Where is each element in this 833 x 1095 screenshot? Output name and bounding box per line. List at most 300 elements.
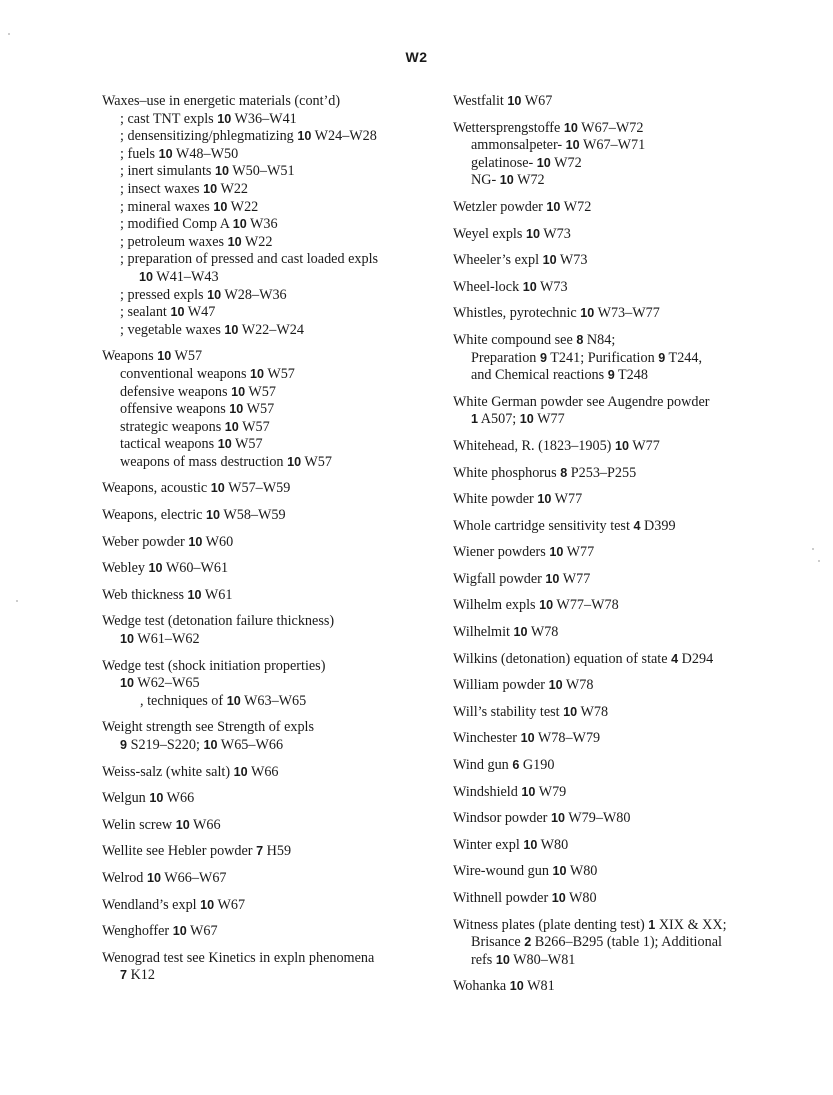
- entry-text: XIX & XX;: [655, 916, 727, 933]
- index-entry-subline: [453, 952, 783, 970]
- entry-text: W73: [539, 225, 571, 242]
- volume-number: 10: [203, 738, 218, 752]
- entry-text: W57: [171, 348, 203, 365]
- entry-text: Wigfall powder: [453, 570, 546, 587]
- index-entry: [453, 279, 783, 297]
- entry-text: W67–W71: [579, 137, 646, 154]
- page-label: W2: [405, 49, 428, 65]
- entry-text: A507;: [478, 411, 520, 428]
- entry-text: ; preparation of pressed and cast loaded expls: [120, 251, 379, 268]
- index-entry-subline: [453, 411, 783, 429]
- entry-text: N84;: [583, 331, 616, 348]
- entry-text: T241; Purification: [546, 349, 659, 366]
- volume-number: 9: [120, 738, 128, 752]
- volume-number: 10: [229, 402, 244, 417]
- volume-number: 10: [217, 437, 232, 452]
- index-entry: [453, 810, 783, 828]
- entry-text: Weapons, electric: [102, 507, 207, 524]
- entry-text: Wilhelmit: [453, 624, 514, 641]
- index-entry-subline: [102, 322, 432, 340]
- entry-text: W73: [536, 278, 568, 295]
- entry-text: W58–W59: [220, 507, 286, 524]
- volume-number: 10: [536, 155, 551, 170]
- entry-text: S219–S220;: [127, 737, 204, 753]
- entry-text: Winchester: [453, 730, 521, 747]
- entry-text: W77: [559, 570, 591, 587]
- entry-text: W66: [247, 763, 279, 780]
- volume-number: 10: [120, 632, 135, 647]
- entry-text: W62–W65: [134, 675, 200, 692]
- volume-number: 10: [224, 419, 239, 434]
- volume-number: 8: [560, 465, 568, 480]
- entry-text: D294: [678, 650, 714, 667]
- index-entry-subline: [453, 172, 783, 190]
- entry-text: ; inert simulants: [120, 163, 215, 180]
- entry-text: Windsor powder: [453, 810, 551, 827]
- entry-text: W77: [563, 544, 595, 561]
- index-entry-heading: [102, 658, 432, 676]
- index-entry-heading: [102, 923, 432, 941]
- index-entry-heading: [102, 93, 432, 111]
- scan-speck: [812, 548, 814, 550]
- volume-number: 10: [187, 587, 202, 602]
- index-entry-heading: [102, 534, 432, 552]
- volume-number: 10: [551, 891, 566, 905]
- entry-text: Wilkins (detonation) equation of state: [453, 650, 672, 667]
- volume-number: 10: [287, 454, 302, 469]
- index-entry: [453, 863, 783, 881]
- entry-text: W66: [189, 816, 221, 833]
- index-entry-heading: [453, 491, 783, 509]
- entry-text: Wedge test (shock initiation properties): [102, 657, 326, 674]
- volume-number: 10: [120, 676, 135, 691]
- index-entry-subline: [102, 693, 432, 711]
- entry-text: W79: [535, 783, 567, 800]
- volume-number: 10: [509, 979, 524, 994]
- entry-text: Weber powder: [102, 533, 189, 550]
- entry-text: W67: [186, 923, 218, 940]
- entry-text: W61: [201, 586, 233, 603]
- entry-text: W67: [521, 93, 553, 109]
- entry-text: Wettersprengstoffe: [453, 119, 564, 136]
- volume-number: 10: [203, 181, 218, 196]
- index-entry-heading: [453, 305, 783, 323]
- volume-number: 7: [256, 844, 264, 859]
- entry-text: H59: [263, 843, 292, 860]
- entry-text: Wohanka: [453, 978, 510, 995]
- volume-number: 9: [607, 368, 615, 383]
- entry-text: Windshield: [453, 783, 522, 800]
- volume-number: 10: [614, 438, 629, 453]
- index-entry: [102, 790, 432, 808]
- entry-text: W57: [264, 365, 295, 382]
- index-entry-subline: [453, 137, 783, 155]
- index-entry-subline: [102, 181, 432, 199]
- volume-number: 10: [210, 481, 225, 496]
- index-entry: [453, 305, 783, 323]
- index-entry-heading: [102, 843, 432, 861]
- entry-text: Web thickness: [102, 586, 188, 603]
- entry-text: Withnell powder: [453, 890, 552, 906]
- index-entry-subline: [102, 146, 432, 164]
- entry-text: Wire-wound gun: [453, 863, 553, 880]
- index-entry-heading: [453, 784, 783, 802]
- index-entry-heading: [453, 571, 783, 589]
- volume-number: 10: [495, 952, 510, 967]
- volume-number: 10: [200, 897, 215, 912]
- volume-number: 10: [206, 508, 221, 523]
- index-entry-heading: [453, 93, 783, 111]
- entry-text: W41–W43: [153, 268, 219, 285]
- entry-text: NG-: [471, 172, 500, 189]
- index-entry-subline: [102, 366, 432, 384]
- index-entry: [102, 587, 432, 605]
- index-entry-subline: [102, 269, 432, 287]
- entry-text: ; densensitizing/phlegmatizing: [120, 128, 298, 145]
- entry-text: ; fuels: [120, 145, 159, 162]
- index-entry-subline: [102, 163, 432, 181]
- volume-number: 10: [175, 817, 190, 832]
- entry-text: Weapons, acoustic: [102, 480, 211, 497]
- index-entry-heading: [453, 394, 783, 412]
- volume-number: 7: [120, 968, 128, 983]
- entry-text: W77–W78: [553, 597, 619, 614]
- index-entry: [102, 507, 432, 525]
- index-entry-heading: [453, 757, 783, 775]
- index-entry: [453, 704, 783, 722]
- entry-text: White German powder see Augendre powder: [453, 393, 710, 410]
- index-entry: [102, 560, 432, 578]
- index-entry: [453, 890, 783, 908]
- index-entry-heading: [102, 613, 432, 631]
- index-entry-subline: [453, 350, 783, 368]
- entry-text: W78: [577, 703, 609, 720]
- index-entry: [453, 199, 783, 217]
- index-entry-heading: [102, 480, 432, 498]
- index-entry: [453, 837, 783, 855]
- entry-text: Welin screw: [102, 816, 176, 833]
- entry-text: ; cast TNT expls: [120, 110, 218, 127]
- volume-number: 10: [224, 322, 239, 337]
- entry-text: W66–W67: [160, 869, 227, 886]
- index-entry-subline: [102, 401, 432, 419]
- volume-number: 10: [214, 164, 229, 179]
- volume-number: 10: [545, 571, 560, 586]
- index-entry: [102, 534, 432, 552]
- index-entry: [102, 613, 432, 648]
- volume-number: 10: [565, 138, 580, 153]
- volume-number: 4: [671, 651, 679, 666]
- entry-text: W57: [238, 418, 270, 435]
- entry-text: Wilhelm expls: [453, 597, 540, 614]
- volume-number: 10: [226, 693, 241, 708]
- entry-text: W60–W61: [162, 560, 229, 577]
- volume-number: 10: [157, 349, 172, 364]
- entry-text: ammonsalpeter-: [471, 137, 566, 154]
- index-entry: [453, 677, 783, 695]
- index-entry: [453, 784, 783, 802]
- entry-text: W77: [551, 491, 583, 508]
- entry-text: W72: [550, 154, 582, 171]
- entry-text: W24–W28: [311, 128, 377, 145]
- entry-text: tactical weapons: [120, 436, 218, 453]
- entry-text: P253–P255: [567, 464, 637, 481]
- index-entry-heading: [453, 120, 783, 138]
- entry-text: W36: [246, 216, 278, 233]
- volume-number: 10: [158, 146, 173, 161]
- index-entry-subline: [453, 934, 783, 952]
- entry-text: ; insect waxes: [120, 180, 204, 197]
- volume-number: 8: [576, 332, 584, 347]
- index-entry-heading: [453, 518, 783, 536]
- index-entry-heading: [453, 465, 783, 483]
- entry-text: W80: [566, 863, 598, 880]
- entry-text: W57: [243, 401, 275, 418]
- entry-text: Wenograd test see Kinetics in expln phenomena: [102, 949, 375, 966]
- index-entry-heading: [453, 978, 783, 996]
- volume-number: 10: [499, 173, 514, 188]
- index-entry-heading: [102, 507, 432, 525]
- index-entry: [453, 597, 783, 615]
- index-entry-heading: [102, 870, 432, 888]
- volume-number: 10: [231, 384, 246, 399]
- entry-text: Westfalit: [453, 93, 508, 109]
- index-entry-subline: [453, 155, 783, 173]
- entry-text: W80: [537, 836, 569, 853]
- volume-number: 10: [507, 94, 522, 108]
- entry-text: Whitehead, R. (1823–1905): [453, 437, 615, 454]
- index-entry-heading: [453, 730, 783, 748]
- index-entry: [102, 764, 432, 782]
- entry-text: W67–W72: [577, 119, 644, 136]
- index-entry-heading: [453, 837, 783, 855]
- volume-number: 10: [542, 253, 557, 268]
- entry-text: W66: [163, 790, 195, 807]
- volume-number: 1: [471, 412, 479, 427]
- index-entry-heading: [102, 817, 432, 835]
- index-entry-subline: [102, 234, 432, 252]
- entry-text: W22–W24: [238, 321, 304, 338]
- volume-number: 2: [524, 935, 532, 950]
- entry-text: W63–W65: [240, 692, 307, 709]
- volume-number: 10: [149, 791, 164, 806]
- entry-text: W22: [241, 233, 273, 250]
- index-entry-heading: [453, 199, 783, 217]
- index-entry: [102, 348, 432, 471]
- entry-text: Wellite see Hebler powder: [102, 843, 257, 860]
- volume-number: 10: [148, 561, 163, 576]
- entry-text: offensive weapons: [120, 401, 230, 418]
- entry-text: W78: [562, 677, 594, 694]
- entry-text: Whistles, pyrotechnic: [453, 305, 581, 322]
- index-entry: [102, 923, 432, 941]
- entry-text: W47: [184, 304, 216, 321]
- entry-text: Whole cartridge sensitivity test: [453, 517, 634, 534]
- volume-number: 4: [633, 518, 641, 533]
- index-entry: [453, 93, 783, 111]
- index-entry-heading: [453, 890, 783, 908]
- index-entry-heading: [453, 677, 783, 695]
- index-entry-subline: [102, 199, 432, 217]
- volume-number: 10: [170, 305, 185, 320]
- volume-number: 10: [139, 269, 154, 284]
- entry-text: T248: [614, 367, 648, 384]
- index-entry-heading: [453, 597, 783, 615]
- index-entry-subline: [102, 216, 432, 234]
- entry-text: Will’s stability test: [453, 703, 564, 720]
- volume-number: 9: [658, 350, 666, 365]
- index-entry: [102, 870, 432, 888]
- entry-text: Preparation: [471, 349, 540, 366]
- volume-number: 1: [648, 917, 656, 932]
- volume-number: 10: [217, 111, 232, 126]
- entry-text: Wendland’s expl: [102, 896, 201, 913]
- entry-text: Brisance: [471, 934, 525, 951]
- volume-number: 10: [552, 864, 567, 879]
- index-entry: [453, 120, 783, 190]
- index-entry: [102, 658, 432, 711]
- entry-text: Wiener powders: [453, 544, 550, 561]
- volume-number: 10: [523, 837, 538, 852]
- index-entry: [102, 719, 432, 754]
- entry-text: W57: [231, 436, 263, 453]
- entry-text: W22: [227, 198, 259, 215]
- entry-text: William powder: [453, 677, 549, 694]
- index-entry-heading: [453, 252, 783, 270]
- volume-number: 10: [233, 764, 248, 779]
- entry-text: W72: [560, 198, 592, 215]
- entry-text: W60: [202, 533, 234, 550]
- index-entry-subline: [102, 384, 432, 402]
- index-entry: [102, 843, 432, 861]
- volume-number: 10: [546, 199, 561, 214]
- volume-number: 10: [172, 924, 187, 939]
- index-entry-subline: [102, 675, 432, 693]
- volume-number: 10: [550, 811, 565, 826]
- entry-text: G190: [519, 757, 555, 774]
- entry-text: W28–W36: [221, 286, 287, 303]
- entry-text: weapons of mass destruction: [120, 453, 288, 470]
- index-entry: [453, 332, 783, 385]
- entry-text: Waxes–use in energetic materials (cont’d): [102, 93, 341, 109]
- index-entry: [453, 491, 783, 509]
- entry-text: Wind gun: [453, 757, 513, 774]
- entry-text: W77: [628, 437, 660, 454]
- volume-number: 10: [227, 234, 242, 249]
- entry-text: ; pressed expls: [120, 286, 208, 303]
- scan-speck: [16, 600, 18, 602]
- volume-number: 10: [563, 704, 578, 719]
- index-entry-heading: [453, 279, 783, 297]
- entry-text: Weyel expls: [453, 225, 526, 242]
- index-entry-subline: [102, 436, 432, 454]
- entry-text: W78: [527, 624, 559, 641]
- index-entry-subline: [102, 737, 432, 755]
- entry-text: White compound see: [453, 331, 577, 348]
- index-entry-heading: [453, 704, 783, 722]
- index-entry: [453, 624, 783, 642]
- index-entry-heading: [453, 624, 783, 642]
- index-entry-heading: [102, 560, 432, 578]
- entry-text: W78–W79: [534, 730, 601, 747]
- entry-text: W81: [523, 978, 555, 995]
- entry-text: W80: [565, 890, 597, 906]
- index-entry: [102, 480, 432, 498]
- entry-text: , techniques of: [140, 692, 227, 709]
- entry-text: Welgun: [102, 790, 150, 807]
- index-entry-heading: [453, 544, 783, 562]
- index-entry: [453, 394, 783, 429]
- index-entry-subline: [102, 251, 432, 269]
- volume-number: 6: [512, 758, 520, 773]
- volume-number: 10: [232, 217, 247, 232]
- volume-number: 10: [563, 120, 578, 135]
- entry-text: Wenghoffer: [102, 923, 173, 940]
- index-entry: [453, 571, 783, 589]
- index-entry: [102, 897, 432, 915]
- index-entry: [453, 917, 783, 970]
- volume-number: 10: [188, 534, 203, 549]
- index-entry-heading: [102, 764, 432, 782]
- index-entry: [453, 465, 783, 483]
- entry-text: Webley: [102, 560, 149, 577]
- entry-text: ; modified Comp A: [120, 216, 233, 233]
- index-entry-subline: [102, 967, 432, 985]
- volume-number: 10: [580, 306, 595, 321]
- index-entry-heading: [453, 651, 783, 669]
- entry-text: W36–W41: [231, 110, 297, 127]
- entry-text: ; vegetable waxes: [120, 321, 225, 338]
- entry-text: White powder: [453, 491, 538, 508]
- index-entry-heading: [453, 438, 783, 456]
- entry-text: W72: [513, 172, 545, 189]
- index-entry-subline: [102, 128, 432, 146]
- index-column-right: [453, 93, 783, 1005]
- entry-text: T244,: [665, 349, 703, 366]
- index-entry-heading: [102, 587, 432, 605]
- entry-text: W73–W77: [594, 305, 660, 322]
- entry-text: Wedge test (detonation failure thickness): [102, 613, 335, 630]
- entry-text: W77: [533, 411, 565, 428]
- index-entry-subline: [102, 287, 432, 305]
- entry-text: W61–W62: [134, 631, 200, 648]
- index-entry: [102, 93, 432, 339]
- entry-text: W57: [301, 453, 332, 470]
- entry-text: W50–W51: [229, 163, 295, 180]
- index-entry-heading: [453, 332, 783, 350]
- index-entry: [453, 518, 783, 536]
- entry-text: White phosphorus: [453, 464, 561, 481]
- entry-text: Weiss-salz (white salt): [102, 763, 234, 780]
- volume-number: 9: [539, 350, 547, 365]
- index-entry-subline: [453, 367, 783, 385]
- volume-number: 10: [519, 412, 534, 427]
- volume-number: 10: [250, 366, 265, 381]
- index-entry: [102, 950, 432, 985]
- entry-text: Weapons: [102, 348, 158, 365]
- volume-number: 10: [513, 625, 528, 640]
- entry-text: W57–W59: [224, 480, 291, 497]
- volume-number: 10: [146, 870, 161, 885]
- index-entry-subline: [102, 454, 432, 472]
- entry-text: W79–W80: [564, 810, 631, 827]
- volume-number: 10: [525, 226, 540, 241]
- entry-text: refs: [471, 951, 496, 968]
- volume-number: 10: [521, 784, 536, 799]
- index-entry: [453, 544, 783, 562]
- index-entry-heading: [102, 348, 432, 366]
- index-entry-subline: [102, 304, 432, 322]
